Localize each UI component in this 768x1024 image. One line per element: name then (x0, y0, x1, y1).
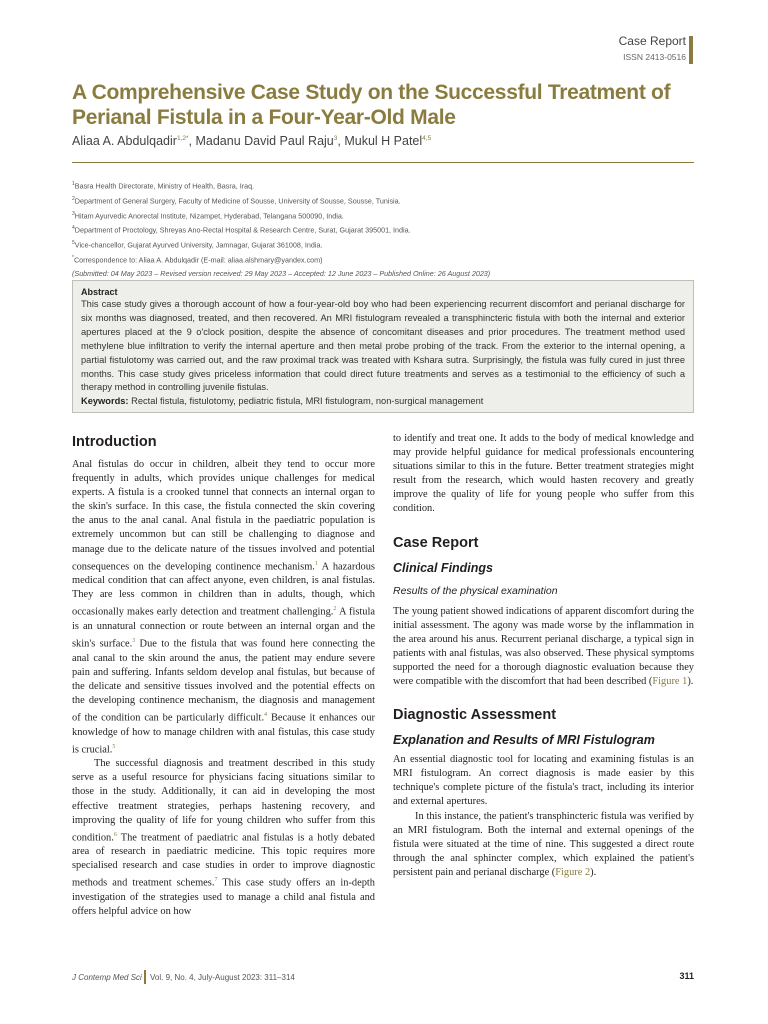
footer-journal-name: J Contemp Med Sci (72, 973, 142, 982)
affil-text: Department of General Surgery, Faculty of Medicine of Sousse, University of Sousse, Sousse, Tunisia. (74, 196, 401, 206)
text-run: ). (590, 866, 597, 878)
mri-heading: Explanation and Results of MRI Fistulogram (393, 733, 655, 748)
case-report-heading: Case Report (393, 534, 479, 551)
keywords-text: Rectal fistula, fistulotomy, pediatric fistula, MRI fistulogram, non-surgical management (131, 396, 484, 407)
abstract-text: This case study gives a thorough account of how a four-year-old boy who had been experiencing recurrent discomfort and perianal discharge for six months was diagnosed, treated, and then recovered. An MRI fistulogram revealed a transphincteric fistula with both the internal and exterior apertures placed at the 9 o'clock position, despite the absence of concomitant diseases and prior procedures. The treatment method used methylene blue infiltration to verify the internal aperture and then metal probe probing of the track. From the exterior to the internal opening, a partial fistulotomy was carried out, and the raw proximal track was treated with Kshara sutra. Surprisingly, the fistula was fully cured in just three months. This case study gives priceless information that could direct future treatments and serves as a testimonial to the efficiency of such a therapy method in controlling juvenile fistulas. (81, 299, 685, 393)
text-run: In this instance, the patient's transphincteric fistula was verified by an MRI fistulogram. Both the internal and external openings of the fistula were situated at the time of nine. This suggested a direct route through the anal sphincter complex, which explained the patient's persistent pain and perianal discharge ( (393, 810, 694, 878)
correspondence (72, 252, 694, 267)
left-column (72, 432, 375, 919)
affiliation (72, 193, 694, 208)
intro-continuation: to identify and treat one. It adds to the body of medical knowledge and may provide helpful guidance for medical professionals encountering situations similar to this in the future. Better treatment strategies might result from the research, which would hasten recovery and greatly improve the quality of life for young people who suffer from this condition. (393, 433, 694, 515)
affiliation (72, 208, 694, 223)
physical-exam-heading: Results of the physical examination (393, 584, 558, 597)
paper-title: A Comprehensive Case Study on the Successful Treatment of Perianal Fistula in a Four-Year-Old Male (72, 81, 671, 129)
abstract-heading: Abstract (81, 287, 118, 297)
figure-1-link[interactable]: Figure 1 (652, 676, 688, 688)
affil-text: Basra Health Directorate, Ministry of Health, Basra, Iraq. (74, 181, 255, 191)
footer-volume: Vol. 9, No. 4, July-August 2023: 311–314 (150, 973, 295, 982)
text-run: Because it enhances our knowledge of how to manage children with anal fistulas, this case study is crucial. (72, 712, 375, 756)
text-run: Anal fistulas do occur in children, albeit they tend to occur more frequently in adults, which provides unique challenges for medical experts. A fistula is a crooked tunnel that connects an internal organ to the skin's surface. In this case, the fistula connected the skin covering the anus to the anal canal. Anal fistula in the paediatric population is extremely uncommon but can still be challenging to diagnose and manage due to the delicate nature of the tissues involved and potential consequences on the developing continence mechanism. (72, 459, 375, 573)
citation-link[interactable]: 6 (113, 831, 117, 838)
diagnostic-assessment-heading: Diagnostic Assessment (393, 707, 557, 724)
author-name: Aliaa A. Abdulqadir (72, 134, 177, 148)
affil-sup: 4 (72, 225, 75, 232)
citation-link[interactable]: 7 (214, 877, 218, 884)
citation-link[interactable]: 3 (132, 638, 136, 645)
citation-link[interactable]: 4 (264, 712, 268, 718)
footer-divider (144, 970, 146, 984)
affil-sup: * (72, 254, 74, 261)
mri-paragraph-1: An essential diagnostic tool for locating and examining fistulas is an MRI fistulogram. An correct diagnosis is made easier by this technique's complete picture of the fistula's tract, including its interior and external apertures. (393, 754, 694, 808)
affiliation (72, 222, 694, 237)
author-name: Madanu David Paul Raju (195, 134, 334, 148)
affil-text: Correspondence to: Aliaa A. Abdulqadir (E-mail: aliaa.alshmary@yandex.com) (73, 255, 323, 265)
author-name: Mukul H Patel (344, 134, 423, 148)
mri-paragraph-2 (393, 810, 694, 880)
right-column (393, 432, 694, 880)
citation-link[interactable]: 1 (314, 560, 318, 567)
text-run: The treatment of paediatric anal fistulas is a hotly debated area of research in paediatric medicine. This topic requires more specialised research and case studies in order to improve diagnostic methods and treatment schemes. (72, 832, 375, 889)
keywords (81, 395, 685, 409)
abstract-box (72, 280, 694, 413)
physical-exam-paragraph (393, 605, 694, 690)
affil-sup: 1 (72, 181, 75, 187)
intro-paragraph-1 (72, 458, 375, 757)
submission-dates: (Submitted: 04 May 2023 – Revised version received: 29 May 2023 – Accepted: 12 June 2023 – Published Online: 26 August 2023) (72, 268, 491, 278)
affil-sup: 2 (72, 195, 75, 202)
affil-sup: 5 (72, 240, 75, 247)
affiliation (72, 178, 694, 193)
author-list: Aliaa A. Abdulqadir$^{1,2*}$, Madanu David Paul Raju$^3$, Mukul H Patel$^{4,5}$ (72, 134, 432, 148)
affiliation (72, 237, 694, 252)
intro-paragraph-2 (72, 757, 375, 919)
author-affil-sup: 3 (333, 134, 338, 142)
citation-link[interactable]: 5 (112, 743, 116, 750)
author-affil-sup: 1,2* (176, 134, 189, 142)
affil-text: Department of Proctology, Shreyas Ano-Rectal Hospital & Research Centre, Surat, Gujarat 395001, India. (74, 225, 411, 235)
title-divider (72, 162, 694, 163)
text-run: A fistula is an unnatural connection or route between an internal organ and the skin's surface. (72, 606, 375, 650)
page-number: 311 (679, 971, 694, 981)
figure-2-link[interactable]: Figure 2 (555, 866, 591, 878)
introduction-heading: Introduction (72, 434, 157, 450)
text-run: The young patient showed indications of apparent discomfort during the initial assessment. The agony was made worse by the inflammation in the area around his anus. Recurrent perianal discharge, a typical sign in patients with anal fistulas, was also observed. These physical symptoms supported the need for a thorough diagnostic evaluation because they were compatible with the discomfort that had been described ( (393, 605, 694, 688)
affil-text: Vice-chancellor, Gujarat Ayurved University, Jamnagar, Gujarat 361008, India. (74, 240, 323, 250)
text-run: This case study offers an in-depth investigation of the strategies used to manage a child anal fistula and offers helpful advice on how (72, 877, 375, 918)
citation-link[interactable]: 2 (333, 606, 337, 613)
affil-text: Hitam Ayurvedic Anorectal Institute, Nizampet, Hyderabad, Telangana 500090, India. (74, 210, 344, 220)
text-run: A hazardous medical condition that can affect anyone, even children, is anal fistulas. They are less common in children than in adults, though, which occasionally makes early detection and treatment challenging. (72, 561, 375, 618)
article-type-label: Case Report (618, 34, 686, 48)
header-accent-bar (689, 36, 693, 64)
keywords-label: Keywords: (81, 396, 129, 407)
author-affil-sup: 4,5 (422, 134, 432, 142)
text-run: ). (687, 676, 694, 688)
affil-sup: 3 (72, 210, 75, 217)
affiliations (72, 178, 694, 280)
text-run: The successful diagnosis and treatment described in this study serve as a useful resource for physicians facing situations similar to those in the study. Additionally, it can aid in developing the most effective treatment strategies, perhaps hastening recovery, and improving the quality of life for young children who suffer from this condition. (72, 758, 375, 844)
text-run: Due to the fistula that was found here connecting the anal canal to the skin around the anus, the patient may endure severe pain and suffering. Infants seldom develop anal fistulas, but because of the delicate and sensitive tissues involved and the potential effects on the developing continence mechanism, the diagnosis and management of the condition can be particularly difficult. (72, 638, 375, 724)
issn-label: ISSN 2413-0516 (623, 52, 686, 62)
clinical-findings-heading: Clinical Findings (393, 560, 494, 575)
